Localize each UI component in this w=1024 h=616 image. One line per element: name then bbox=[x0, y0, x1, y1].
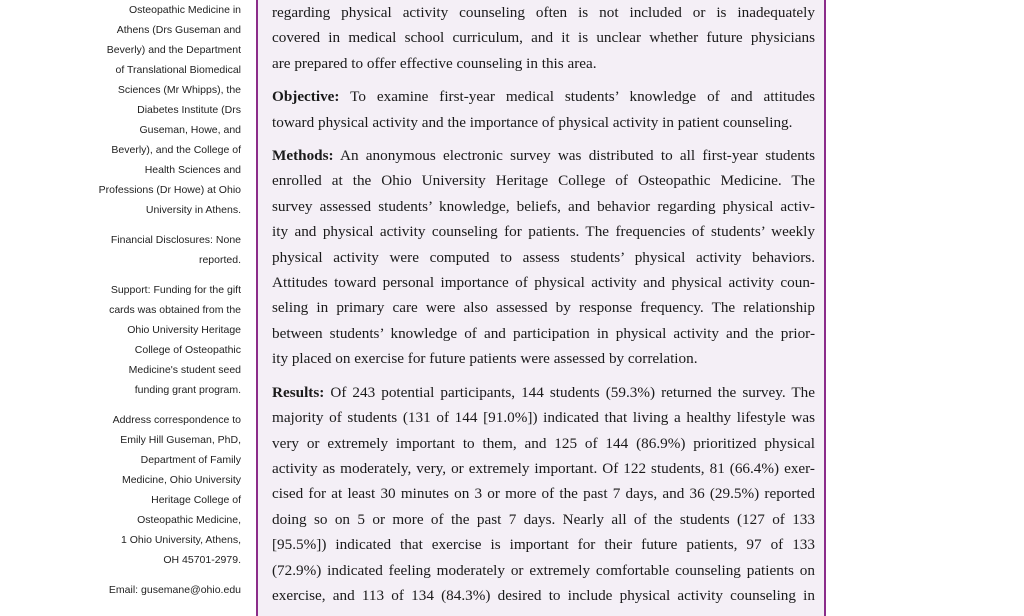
support-line: College of Osteopathic bbox=[134, 344, 241, 356]
affiliation-line: Health Sciences and bbox=[144, 164, 241, 176]
address-line: OH 45701-2979. bbox=[163, 554, 241, 566]
address-line: Emily Hill Guseman, PhD, bbox=[120, 434, 241, 446]
text-line: enrolled at the Ohio University Heritage College of Osteopathic Medicine. The bbox=[272, 172, 815, 190]
address-line: 1 Ohio University, Athens, bbox=[120, 534, 241, 546]
address-line: Osteopathic Medicine, bbox=[137, 514, 241, 526]
affiliation-line: of Translational Biomedical bbox=[115, 64, 241, 76]
affiliation-line: Professions (Dr Howe) at Ohio bbox=[98, 184, 241, 196]
text-line: covered in medical school curriculum, and it is unclear whether future physicians bbox=[272, 29, 815, 47]
text-line: (72.9%) indicated feeling moderately or extremely comfortable counseling patients on bbox=[272, 561, 815, 579]
text-line bbox=[272, 143, 815, 168]
affiliation-line: Diabetes Institute (Drs bbox=[137, 104, 241, 116]
text-line: are prepared to offer effective counseling in this area. bbox=[272, 54, 597, 72]
methods-paragraph bbox=[272, 143, 815, 372]
support-line: cards was obtained from the bbox=[109, 304, 241, 316]
text-line: survey assessed students’ knowledge, beliefs, and behavior regarding physical activ- bbox=[272, 197, 815, 215]
text-span: To examine first-year medical students’ knowledge of and attitudes bbox=[339, 88, 815, 106]
text-line: between students’ knowledge of and participation in physical activity and the prior- bbox=[272, 324, 815, 342]
text-line: seling in primary care were also assessed by response frequency. The relationship bbox=[272, 299, 815, 317]
text-line: majority of students (131 of 144 [91.0%]) indicated that living a healthy lifestyle was bbox=[272, 409, 815, 427]
objective-paragraph bbox=[272, 84, 815, 135]
results-heading: Results: bbox=[272, 383, 325, 401]
support-line: Ohio University Heritage bbox=[127, 324, 241, 336]
address-line: Heritage College of bbox=[151, 494, 241, 506]
affiliation-line: Guseman, Howe, and bbox=[139, 124, 241, 136]
text-line: [95.5%]) indicated that exercise is important for their future patients, 97 of 133 bbox=[272, 536, 815, 554]
text-line: regarding physical activity counseling often is not included or is inadequately bbox=[272, 4, 815, 21]
address-line: Department of Family bbox=[140, 454, 241, 466]
text-line: activity as moderately, very, or extremely important. Of 122 students, 81 (66.4%) exer- bbox=[272, 459, 815, 477]
methods-heading: Methods: bbox=[272, 147, 334, 165]
abstract-body bbox=[272, 0, 815, 616]
article-sidebar bbox=[60, 0, 241, 600]
text-line: ity and physical activity counseling for patients. The frequencies of students’ weekly bbox=[272, 223, 815, 241]
affiliation-line: University in Athens. bbox=[145, 204, 241, 216]
affiliation-line: Beverly), and the College of bbox=[111, 144, 241, 156]
objective-heading: Objective: bbox=[272, 88, 340, 106]
text-line: Attitudes toward personal importance of physical activity and physical activity coun- bbox=[272, 274, 815, 292]
abstract-intro-paragraph bbox=[272, 0, 815, 76]
text-line: doing so on 5 or more of the past 7 days. Nearly all of the students (127 of 133 bbox=[272, 510, 815, 528]
text-line bbox=[272, 84, 815, 109]
text-line: physical activity were computed to assess students’ physical activity behaviors. bbox=[272, 248, 815, 266]
affiliation-line: Beverly) and the Department bbox=[106, 44, 241, 56]
text-line: exercise, and 113 of 134 (84.3%) desired to include physical activity counseling in bbox=[272, 586, 815, 604]
affiliation-line: Osteopathic Medicine in bbox=[128, 4, 241, 16]
disclosures-line: reported. bbox=[198, 254, 241, 266]
support-line: Medicine's student seed bbox=[128, 364, 241, 376]
address-line: Address correspondence to bbox=[112, 414, 241, 426]
text-line: very or extremely important to them, and 125 of 144 (86.9%) prioritized physical bbox=[272, 434, 815, 452]
disclosures-line: Financial Disclosures: None bbox=[110, 234, 241, 246]
text-line bbox=[272, 380, 815, 405]
affiliation-line: Sciences (Mr Whipps), the bbox=[117, 84, 241, 96]
text-line: cised for at least 30 minutes on 3 or more of the past 7 days, and 36 (29.5%) reported bbox=[272, 485, 815, 503]
text-line: ity placed on exercise for future patients were assessed by correlation. bbox=[272, 350, 698, 368]
results-paragraph bbox=[272, 380, 815, 609]
text-span: Of 243 potential participants, 144 students (59.3%) returned the survey. The bbox=[324, 383, 815, 401]
support-line: funding grant program. bbox=[134, 384, 241, 396]
email-line: Email: gusemane@ohio.edu bbox=[108, 584, 241, 596]
text-span: An anonymous electronic survey was distributed to all first-year students bbox=[333, 147, 815, 165]
address-line: Medicine, Ohio University bbox=[121, 474, 241, 486]
text-line: toward physical activity and the importance of physical activity in patient counseling. bbox=[272, 113, 793, 131]
support-line: Support: Funding for the gift bbox=[110, 284, 241, 296]
affiliation-line: Athens (Drs Guseman and bbox=[116, 24, 241, 36]
